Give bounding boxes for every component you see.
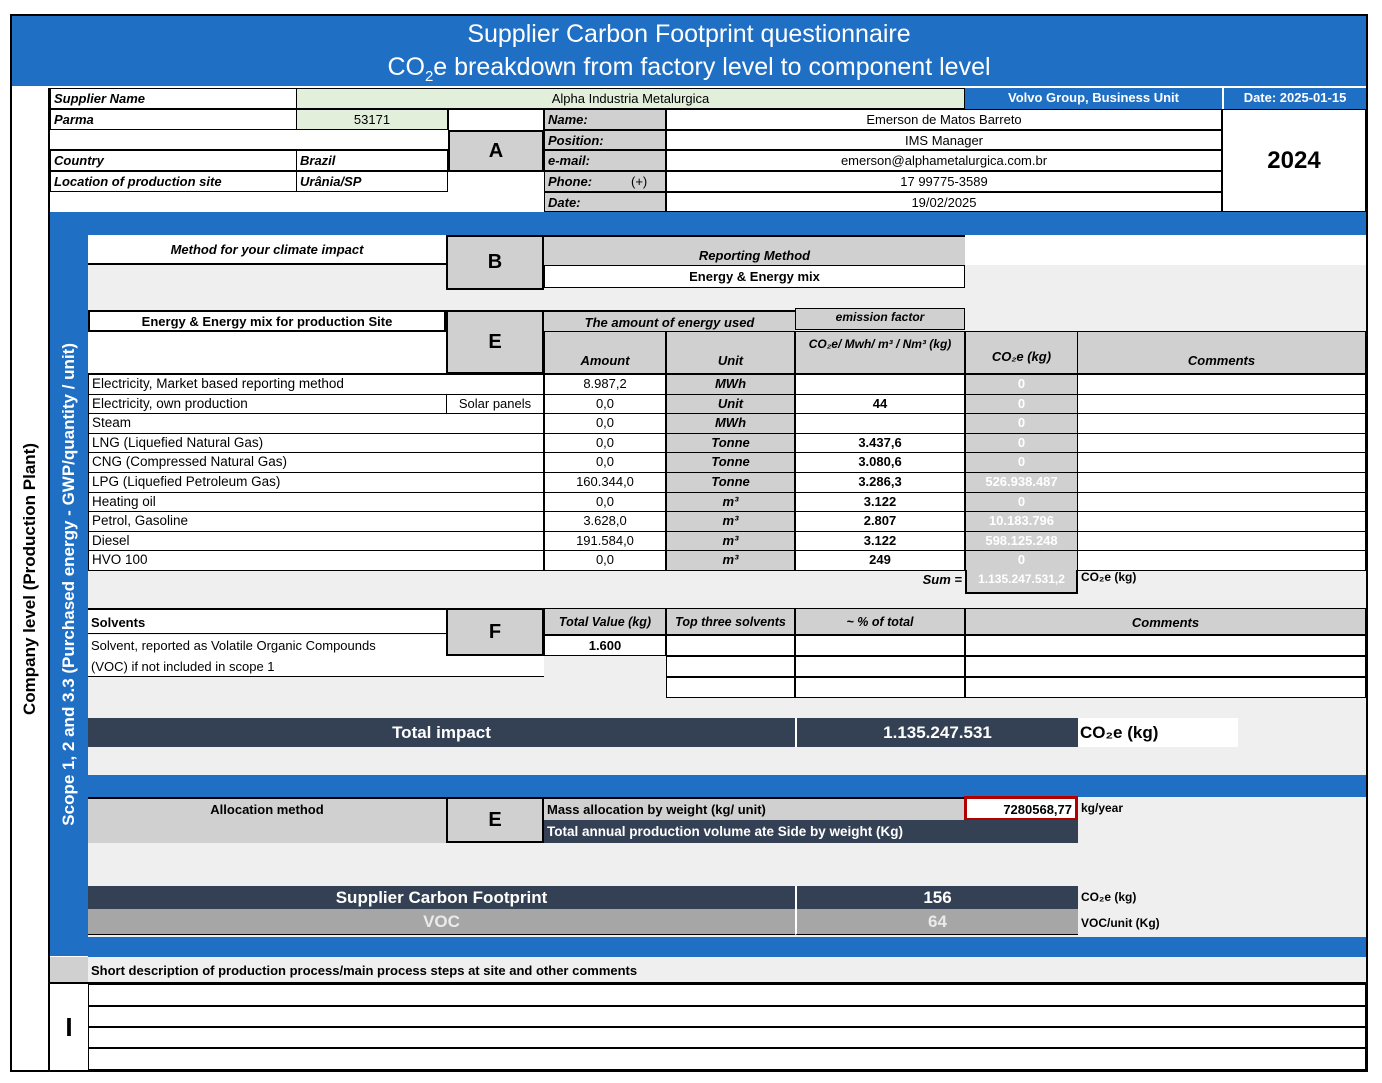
energy-name-cell: LNG (Liquefied Natural Gas) [88,433,544,454]
date-field[interactable]: 19/02/2025 [666,192,1222,212]
energy-co2-cell: 0 [965,492,1078,513]
blank-row [50,130,448,150]
col-top-three: Top three solvents [666,608,795,635]
section-e-letter: E [446,310,544,374]
supplier-name-field[interactable]: Alpha Industria Metalurgica [296,88,965,109]
energy-co2-cell: 0 [965,433,1078,454]
energy-ef-cell: 3.437,6 [795,433,965,454]
total-impact-value: 1.135.247.531 [795,718,1078,747]
energy-co2-cell: 0 [965,394,1078,415]
blue-band-mid [88,775,1366,797]
energy-comment-cell[interactable] [1077,374,1366,395]
energy-co2-cell: 10.183.796 [965,511,1078,532]
header-title-line1: Supplier Carbon Footprint questionnaire [467,20,911,48]
reporting-method-value[interactable]: Energy & Energy mix [544,265,965,288]
energy-unit-cell: m³ [666,550,795,571]
energy-amount-cell[interactable]: 0,0 [544,492,666,513]
allocation-letter: E [446,797,544,843]
energy-mix-title: Energy & Energy mix for production Site [88,310,446,332]
energy-comment-cell[interactable] [1077,433,1366,454]
col-amount: Amount [544,331,666,374]
energy-header-blank [88,332,446,374]
ef-group-header: emission factor [795,308,965,330]
description-line-3[interactable] [88,1027,1366,1048]
allocation-label: Allocation method [88,797,446,843]
solvent-comment-r1[interactable] [965,635,1366,656]
energy-amount-cell[interactable]: 191.584,0 [544,531,666,552]
sum-label: Sum = [922,572,962,587]
energy-ef-cell [795,374,965,395]
inner-side-column [50,212,88,956]
description-line-2[interactable] [88,1006,1366,1027]
solvent-comment-r3[interactable] [965,677,1366,698]
voc-unit: VOC/unit (Kg) [1081,916,1160,930]
annual-production-label: Total annual production volume ate Side by weight (Kg) [544,820,1078,843]
outer-side-label: Company level (Production Plant) [20,442,39,716]
energy-ef-cell: 44 [795,394,965,415]
phone-prefix: (+) [631,174,648,189]
energy-co2-cell: 0 [965,452,1078,473]
energy-ef-cell: 249 [795,550,965,571]
name-label: Name: [544,109,666,130]
energy-name-cell: Diesel [88,531,544,552]
energy-co2-cell: 0 [965,374,1078,395]
outer-side-column [12,88,50,1070]
energy-unit-cell: Tonne [666,433,795,454]
energy-ef-cell: 2.807 [795,511,965,532]
voc-value: 64 [795,909,1078,935]
date-label: Date: [544,192,666,212]
energy-amount-cell[interactable]: 0,0 [544,413,666,434]
name-field[interactable]: Emerson de Matos Barreto [666,109,1222,130]
amount-group-header: The amount of energy used [544,310,795,331]
position-label: Position: [544,130,666,150]
col-total-value: Total Value (kg) [544,608,666,635]
energy-amount-cell[interactable]: 8.987,2 [544,374,666,395]
solvent-pct-r2[interactable] [795,656,965,677]
energy-co2-cell: 0 [965,413,1078,434]
energy-unit-cell: MWh [666,374,795,395]
energy-name-cell: Electricity, Market based reporting method [88,374,544,395]
method-label-cell [88,235,446,265]
energy-ef-cell: 3.122 [795,492,965,513]
energy-unit-cell: Tonne [666,472,795,493]
energy-unit-cell: m³ [666,531,795,552]
email-field[interactable]: emerson@alphametalurgica.com.br [666,150,1222,171]
energy-ef-cell [795,413,965,434]
section-f-letter: F [446,608,544,656]
energy-comment-cell[interactable] [1077,492,1366,513]
col-solvent-comments: Comments [965,608,1366,635]
solvent-row-label-2: (VOC) if not included in scope 1 [88,656,544,677]
method-label: Method for your climate impact [170,242,364,257]
section-i-top [50,957,88,984]
energy-ef-cell: 3.286,3 [795,472,965,493]
energy-comment-cell[interactable] [1077,394,1366,415]
header-title-line2: $CO_2e$ breakdown from factory level to component level [387,53,991,85]
description-label: Short description of production process/main process steps at site and other comments [88,957,1366,984]
location-field[interactable]: Urânia/SP [296,171,448,192]
country-label: Country [50,150,297,171]
parma-field[interactable]: 53171 [296,109,448,130]
energy-amount-cell[interactable]: 0,0 [544,394,666,415]
energy-amount-cell[interactable]: 0,0 [544,550,666,571]
solvent-top3-r1[interactable] [666,635,795,656]
col-ef: CO₂e/ Mwh/ m³ / Nm³ (kg) [795,331,965,374]
solvent-top3-r3[interactable] [666,677,795,698]
energy-co2-cell: 526.938.487 [965,472,1078,493]
b-right-blank [965,235,1366,265]
energy-amount-cell[interactable]: 3.628,0 [544,511,666,532]
section-i-letter: I [50,984,88,1070]
energy-comment-cell[interactable] [1077,511,1366,532]
energy-ef-cell: 3.080,6 [795,452,965,473]
total-impact-label: Total impact [88,718,795,747]
location-label: Location of production site [50,171,297,192]
voc-label: VOC [88,909,795,935]
section-a-letter: A [448,130,544,172]
energy-name-cell: Petrol, Gasoline [88,511,544,532]
solvent-row-label-1: Solvent, reported as Volatile Organic Compounds [88,635,446,656]
energy-amount-cell[interactable]: 160.344,0 [544,472,666,493]
energy-amount-cell[interactable]: 0,0 [544,452,666,473]
col-pct-total: ~ % of total [795,608,965,635]
energy-comment-cell[interactable] [1077,472,1366,493]
energy-name-cell: Steam [88,413,544,434]
col-unit: Unit [666,331,795,374]
energy-unit-cell: m³ [666,511,795,532]
inner-side-label: Scope 1, 2 and 3.3 (Purchased energy - GWP/quantity / unit) [59,342,78,826]
col-comments: Comments [1077,331,1366,374]
energy-extra-cell[interactable]: Solar panels [446,394,544,415]
energy-co2-cell: 0 [965,550,1078,571]
energy-comment-cell[interactable] [1077,531,1366,552]
solvent-comment-r2[interactable] [965,656,1366,677]
position-field[interactable]: IMS Manager [666,130,1222,150]
mass-allocation-input[interactable]: 7280568,77 [964,796,1078,821]
energy-comment-cell[interactable] [1077,452,1366,473]
solvent-pct-r1[interactable] [795,635,965,656]
mass-allocation-label: Mass allocation by weight (kg/ unit) [544,797,965,820]
country-field[interactable]: Brazil [296,150,448,171]
solvent-top3-r2[interactable] [666,656,795,677]
email-label: e-mail: [544,150,666,171]
energy-unit-cell: Unit [666,394,795,415]
solvent-total-value[interactable]: 1.600 [544,635,666,656]
blue-band-bottom [88,937,1366,957]
phone-label: Phone: (+) [544,171,666,192]
footprint-value: 156 [795,886,1078,909]
energy-unit-cell: m³ [666,492,795,513]
energy-comment-cell[interactable] [1077,413,1366,434]
solvent-pct-r3[interactable] [795,677,965,698]
footprint-unit: CO₂e (kg) [1081,890,1137,904]
date-top-label: Date: 2025-01-15 [1222,88,1366,109]
blue-band-a [50,212,1366,235]
mass-allocation-unit: kg/year [1081,801,1124,815]
energy-amount-cell[interactable]: 0,0 [544,433,666,454]
header-banner [12,16,1366,86]
section-b-letter: B [446,235,544,290]
solvents-title: Solvents [88,608,446,634]
parma-label: Parma [50,109,297,130]
energy-co2-cell: 598.125.248 [965,531,1078,552]
footprint-label: Supplier Carbon Footprint [88,886,795,909]
energy-unit-cell: MWh [666,413,795,434]
energy-name-cell: Heating oil [88,492,544,513]
reporting-method-header: Reporting Method [544,235,965,265]
col-co2: CO₂e (kg) [965,331,1078,374]
energy-name-cell: CNG (Compressed Natural Gas) [88,452,544,473]
sum-unit: CO₂e (kg) [1081,570,1137,584]
a-top-blank [448,109,544,131]
customer-label: Volvo Group, Business Unit [965,88,1222,109]
total-impact-unit: CO₂e (kg) [1078,718,1238,747]
energy-name-cell: HVO 100 [88,550,544,571]
energy-name-cell: LPG (Liquefied Petroleum Gas) [88,472,544,493]
description-line-4[interactable] [88,1048,1366,1070]
description-line-1[interactable] [88,984,1366,1006]
year-label: 2024 [1222,109,1366,212]
energy-ef-cell: 3.122 [795,531,965,552]
supplier-name-label: Supplier Name [50,88,297,109]
energy-name-cell: Electricity, own production [88,394,544,415]
energy-unit-cell: Tonne [666,452,795,473]
phone-field[interactable]: 17 99775-3589 [666,171,1222,192]
sum-value: 1.135.247.531,2 [965,570,1078,594]
